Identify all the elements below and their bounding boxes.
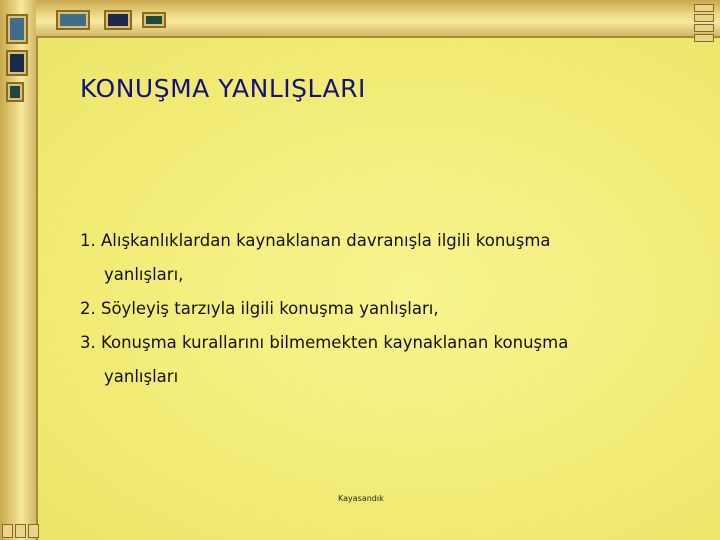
- list-item-1: 1. Alışkanlıklardan kaynaklanan davranışla ilgili konuşma: [80, 231, 551, 250]
- bottom-corner-decoration: [2, 524, 39, 538]
- framed-picture-icon: [6, 14, 28, 44]
- corner-decoration: [694, 4, 714, 42]
- left-frame-border: [0, 0, 38, 540]
- slide-footer: Kayasandık: [338, 494, 384, 503]
- framed-picture-icon: [6, 82, 24, 102]
- list-item-1-continuation: yanlışları,: [104, 265, 184, 284]
- framed-picture-icon: [56, 10, 90, 30]
- slide-title: KONUŞMA YANLIŞLARI: [80, 74, 366, 103]
- top-frame-border: [36, 0, 720, 38]
- framed-picture-icon: [6, 50, 28, 76]
- slide-content: [80, 224, 680, 394]
- list-item-3: 3. Konuşma kurallarını bilmemekten kaynaklanan konuşma: [80, 333, 569, 352]
- framed-picture-icon: [142, 12, 166, 28]
- list-item-2: 2. Söyleyiş tarzıyla ilgili konuşma yanlışları,: [80, 299, 439, 318]
- list-item-3-continuation: yanlışları: [104, 367, 179, 386]
- framed-picture-icon: [104, 10, 132, 30]
